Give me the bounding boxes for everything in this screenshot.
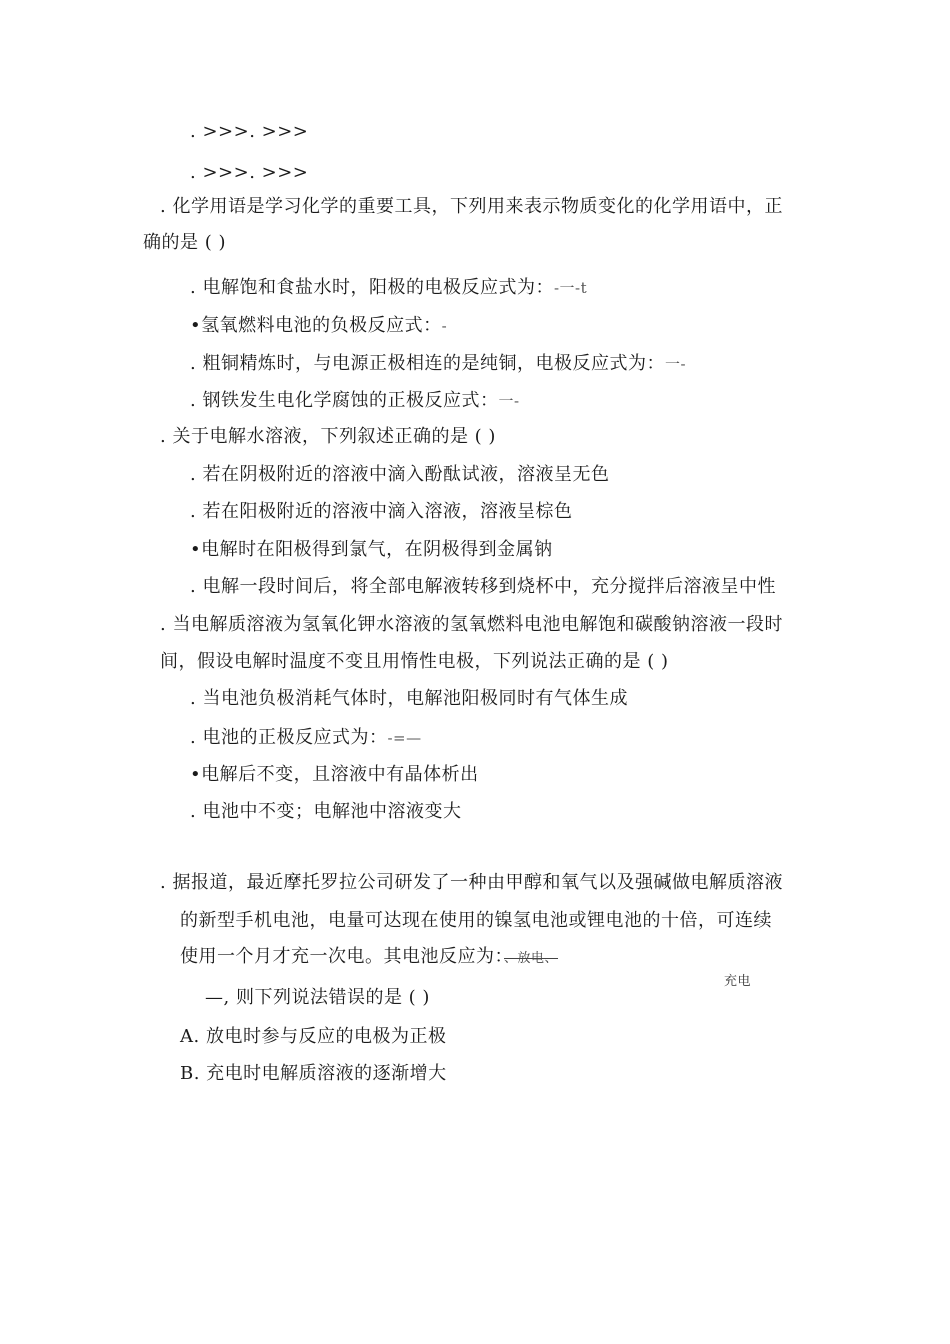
q1-option-c bbox=[190, 352, 686, 376]
header-line-1: . >>>. >>> bbox=[190, 121, 309, 142]
q3-option-a-text: . 当电池负极消耗气体时，电解池阳极同时有气体生成 bbox=[190, 688, 628, 709]
q4-option-a: A. 放电时参与反应的电极为正极 bbox=[180, 1026, 447, 1047]
q3-option-c bbox=[190, 763, 479, 787]
header-line-2: . >>>. >>> bbox=[190, 162, 309, 183]
q1-option-a-formula: -一-t bbox=[553, 279, 588, 297]
q4-stem-line-1: . 据报道，最近摩托罗拉公司研发了一种由甲醇和氧气以及强碱做电解质溶液 bbox=[160, 872, 783, 893]
q2-stem: . 关于电解水溶液，下列叙述正确的是 ( ) bbox=[160, 426, 496, 447]
q4-stem-line-2: 的新型手机电池，电量可达现在使用的镍氢电池或锂电池的十倍，可连续 bbox=[180, 910, 772, 931]
q4-stem-line-4: —, 则下列说法错误的是 ( ) bbox=[205, 987, 430, 1008]
q2-option-a: . 若在阴极附近的溶液中滴入酚酞试液，溶液呈无色 bbox=[190, 464, 610, 485]
q3-option-c-text: •电解后不变，且溶液中有晶体析出 bbox=[190, 764, 479, 785]
q2-option-b: . 若在阳极附近的溶液中滴入溶液，溶液呈棕色 bbox=[190, 501, 573, 522]
q1-option-c-text: . 粗铜精炼时，与电源正极相连的是纯铜，电极反应式为： bbox=[190, 353, 665, 374]
q2-option-d: . 电解一段时间后，将全部电解液转移到烧杯中，充分搅拌后溶液呈中性 bbox=[190, 576, 776, 597]
q3-option-a bbox=[190, 687, 628, 711]
q1-option-d-formula: 一- bbox=[498, 392, 520, 410]
q1-stem-line-1: . 化学用语是学习化学的重要工具，下列用来表示物质变化的化学用语中，正 bbox=[160, 196, 783, 217]
q4-stem-line-3-text: 使用一个月才充一次电。其电池反应为： bbox=[180, 946, 504, 967]
q1-option-d-text: . 钢铁发生电化学腐蚀的正极反应式： bbox=[190, 390, 499, 411]
q4-option-b: B. 充电时电解质溶液的逐渐增大 bbox=[180, 1063, 447, 1084]
q3-stem-line-1: . 当电解质溶液为氢氧化钾水溶液的氢氧燃料电池电解饱和碳酸钠溶液一段时 bbox=[160, 614, 783, 635]
q1-option-a bbox=[190, 276, 587, 300]
q4-stem-line-3 bbox=[180, 945, 558, 971]
q2-option-c: •电解时在阳极得到氯气，在阴极得到金属钠 bbox=[190, 539, 553, 560]
q4-charge-label: 充电 bbox=[724, 974, 752, 989]
q3-stem-line-2: 间，假设电解时温度不变且用惰性电极，下列说法正确的是 ( ) bbox=[160, 651, 669, 672]
q1-option-b-text: •氢氧燃料电池的负极反应式： bbox=[190, 315, 442, 336]
q3-option-d-text: . 电池中不变；电解池中溶液变大 bbox=[190, 801, 462, 822]
q3-option-b-formula: -=— bbox=[387, 729, 422, 747]
q1-option-d bbox=[190, 389, 520, 413]
q1-option-b bbox=[190, 314, 447, 338]
q1-option-a-text: . 电解饱和食盐水时，阳极的电极反应式为： bbox=[190, 277, 554, 298]
q3-option-b bbox=[190, 726, 422, 750]
q3-option-b-text: . 电池的正极反应式为： bbox=[190, 727, 388, 748]
q1-option-b-formula: - bbox=[441, 317, 448, 335]
q3-option-d bbox=[190, 800, 461, 824]
q1-stem-line-2: 确的是 ( ) bbox=[143, 232, 226, 253]
q4-discharge-label: 、放电、 bbox=[504, 951, 559, 966]
q1-option-c-formula: 一- bbox=[664, 355, 687, 373]
